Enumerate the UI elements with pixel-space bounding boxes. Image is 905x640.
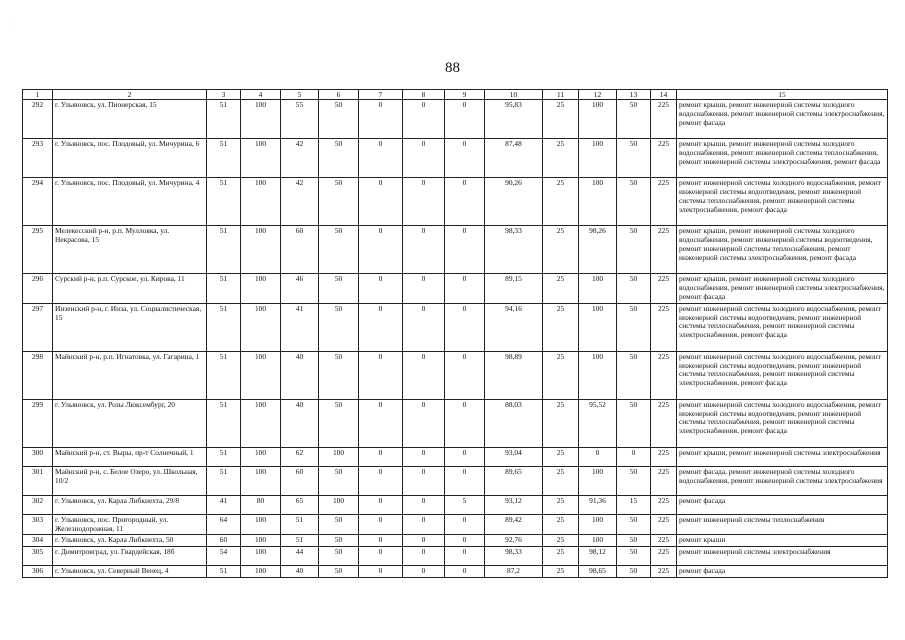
value-cell: 40 (281, 351, 319, 399)
value-cell: 0 (445, 274, 485, 304)
value-cell: 100 (241, 303, 281, 351)
value-cell: 25 (543, 547, 579, 566)
row-number-cell: 292 (23, 100, 53, 139)
value-cell: 0 (445, 466, 485, 495)
value-cell: 0 (445, 351, 485, 399)
value-cell: 0 (403, 495, 445, 514)
value-cell: 50 (617, 226, 651, 274)
value-cell: 64 (207, 514, 241, 535)
value-cell: 50 (617, 466, 651, 495)
value-cell: 0 (359, 514, 403, 535)
value-cell: 25 (543, 495, 579, 514)
row-number-cell: 297 (23, 303, 53, 351)
repair-works-cell: ремонт крыши, ремонт инженерной системы холодного водоснабжения, ремонт инженерной системы электроснабжения, ремонт фасада (677, 274, 888, 304)
value-cell: 0 (445, 303, 485, 351)
value-cell: 93,04 (485, 447, 543, 466)
value-cell: 51 (207, 303, 241, 351)
value-cell: 93,12 (485, 495, 543, 514)
repair-works-cell: ремонт фасада (677, 495, 888, 514)
table-row (23, 226, 888, 274)
value-cell: 62 (281, 447, 319, 466)
value-cell: 100 (579, 514, 617, 535)
value-cell: 51 (207, 226, 241, 274)
value-cell: 25 (543, 566, 579, 578)
value-cell: 0 (579, 447, 617, 466)
address-cell: г. Димитровград, ул. Гвардейская, 18б (53, 547, 207, 566)
value-cell: 0 (403, 351, 445, 399)
value-cell: 51 (281, 535, 319, 547)
repair-works-cell: ремонт инженерной системы холодного водоснабжения, ремонт инженерной системы водоотведения, ремонт инженерной системы теплоснабжения, ремонт инженерной системы электроснабжения, ремонт фасада (677, 303, 888, 351)
value-cell: 0 (359, 303, 403, 351)
value-cell: 100 (579, 351, 617, 399)
value-cell: 225 (651, 566, 677, 578)
value-cell: 0 (403, 303, 445, 351)
address-cell: Майнский р-н, р.п. Игнатовка, ул. Гагарина, 1 (53, 351, 207, 399)
value-cell: 51 (281, 514, 319, 535)
value-cell: 50 (617, 274, 651, 304)
value-cell: 95,83 (485, 100, 543, 139)
value-cell: 25 (543, 351, 579, 399)
value-cell: 50 (319, 351, 359, 399)
value-cell: 5 (445, 495, 485, 514)
value-cell: 50 (319, 399, 359, 447)
page-number: 88 (445, 60, 460, 76)
value-cell: 225 (651, 399, 677, 447)
table-row (23, 547, 888, 566)
value-cell: 40 (281, 399, 319, 447)
table-row (23, 447, 888, 466)
value-cell: 54 (207, 547, 241, 566)
address-cell: г. Ульяновск, пос. Пригородный, ул. Железнодорожная, 11 (53, 514, 207, 535)
value-cell: 50 (319, 274, 359, 304)
value-cell: 98,33 (485, 226, 543, 274)
value-cell: 89,42 (485, 514, 543, 535)
value-cell: 50 (319, 100, 359, 139)
value-cell: 100 (241, 139, 281, 178)
value-cell: 50 (617, 535, 651, 547)
scan-artifact: · (14, 22, 16, 28)
row-number-cell: 306 (23, 566, 53, 578)
table-row (23, 566, 888, 578)
value-cell: 50 (319, 547, 359, 566)
value-cell: 225 (651, 466, 677, 495)
table-row (23, 466, 888, 495)
column-number-cell: 7 (359, 90, 403, 100)
value-cell: 0 (403, 139, 445, 178)
value-cell: 51 (207, 466, 241, 495)
value-cell: 225 (651, 139, 677, 178)
value-cell: 100 (241, 447, 281, 466)
value-cell: 50 (617, 399, 651, 447)
repair-works-cell: ремонт фасада (677, 566, 888, 578)
value-cell: 0 (359, 535, 403, 547)
table-row (23, 514, 888, 535)
value-cell: 0 (445, 447, 485, 466)
row-number-cell: 299 (23, 399, 53, 447)
value-cell: 0 (359, 226, 403, 274)
value-cell: 25 (543, 178, 579, 226)
value-cell: 0 (359, 399, 403, 447)
address-cell: г. Ульяновск, пос. Плодовый, ул. Мичурина, 4 (53, 178, 207, 226)
row-number-cell: 295 (23, 226, 53, 274)
value-cell: 100 (241, 226, 281, 274)
value-cell: 225 (651, 495, 677, 514)
table-row (23, 351, 888, 399)
value-cell: 0 (359, 447, 403, 466)
column-number-cell: 2 (53, 90, 207, 100)
value-cell: 50 (319, 226, 359, 274)
value-cell: 0 (403, 514, 445, 535)
value-cell: 0 (445, 535, 485, 547)
value-cell: 25 (543, 466, 579, 495)
value-cell: 0 (445, 226, 485, 274)
value-cell: 50 (617, 178, 651, 226)
value-cell: 225 (651, 303, 677, 351)
value-cell: 0 (403, 447, 445, 466)
value-cell: 100 (579, 274, 617, 304)
repair-works-cell: ремонт инженерной системы теплоснабжения (677, 514, 888, 535)
value-cell: 50 (319, 303, 359, 351)
value-cell: 0 (359, 274, 403, 304)
value-cell: 225 (651, 535, 677, 547)
value-cell: 0 (359, 139, 403, 178)
table-row (23, 495, 888, 514)
repair-works-cell: ремонт крыши, ремонт инженерной системы электроснабжения (677, 447, 888, 466)
address-cell: Мелекесский р-н, р.п. Мулловка, ул. Некрасова, 15 (53, 226, 207, 274)
value-cell: 225 (651, 351, 677, 399)
column-number-cell: 10 (485, 90, 543, 100)
column-number-row (23, 90, 888, 100)
repair-register-table (22, 89, 888, 578)
value-cell: 98,26 (579, 226, 617, 274)
value-cell: 100 (241, 466, 281, 495)
value-cell: 0 (445, 139, 485, 178)
value-cell: 98,33 (485, 547, 543, 566)
value-cell: 100 (579, 303, 617, 351)
value-cell: 100 (241, 178, 281, 226)
row-number-cell: 294 (23, 178, 53, 226)
value-cell: 25 (543, 535, 579, 547)
value-cell: 42 (281, 178, 319, 226)
value-cell: 98,12 (579, 547, 617, 566)
value-cell: 0 (359, 466, 403, 495)
value-cell: 25 (543, 139, 579, 178)
value-cell: 0 (403, 100, 445, 139)
row-number-cell: 303 (23, 514, 53, 535)
value-cell: 100 (241, 274, 281, 304)
value-cell: 225 (651, 226, 677, 274)
value-cell: 51 (207, 100, 241, 139)
value-cell: 50 (617, 514, 651, 535)
value-cell: 51 (207, 351, 241, 399)
value-cell: 100 (579, 139, 617, 178)
value-cell: 50 (617, 351, 651, 399)
value-cell: 225 (651, 447, 677, 466)
value-cell: 95,52 (579, 399, 617, 447)
repair-works-cell: ремонт крыши, ремонт инженерной системы холодного водоснабжения, ремонт инженерной системы водоотведения, ремонт инженерной системы теплоснабжения, ремонт инженерной системы электроснабжения, ремонт фасада (677, 226, 888, 274)
column-number-cell: 6 (319, 90, 359, 100)
value-cell: 90,26 (485, 178, 543, 226)
value-cell: 0 (359, 100, 403, 139)
value-cell: 50 (617, 100, 651, 139)
value-cell: 25 (543, 100, 579, 139)
value-cell: 65 (281, 495, 319, 514)
value-cell: 100 (241, 100, 281, 139)
address-cell: Инзенский р-н, г. Инза, ул. Социалистическая, 15 (53, 303, 207, 351)
address-cell: г. Ульяновск, ул. Карла Либкнехта, 29/8 (53, 495, 207, 514)
value-cell: 25 (543, 447, 579, 466)
value-cell: 50 (319, 566, 359, 578)
value-cell: 50 (617, 139, 651, 178)
value-cell: 0 (445, 178, 485, 226)
value-cell: 100 (241, 566, 281, 578)
value-cell: 25 (543, 514, 579, 535)
value-cell: 98,65 (579, 566, 617, 578)
repair-works-cell: ремонт крыши, ремонт инженерной системы холодного водоснабжения, ремонт инженерной системы теплоснабжения, ремонт инженерной системы электроснабжения, ремонт фасада (677, 139, 888, 178)
value-cell: 51 (207, 566, 241, 578)
column-number-cell: 8 (403, 90, 445, 100)
value-cell: 0 (403, 547, 445, 566)
value-cell: 0 (359, 178, 403, 226)
address-cell: г. Ульяновск, ул. Розы Люксембург, 20 (53, 399, 207, 447)
value-cell: 0 (403, 535, 445, 547)
value-cell: 0 (445, 547, 485, 566)
value-cell: 0 (359, 566, 403, 578)
value-cell: 0 (617, 447, 651, 466)
value-cell: 0 (445, 566, 485, 578)
row-number-cell: 301 (23, 466, 53, 495)
value-cell: 87,2 (485, 566, 543, 578)
value-cell: 50 (319, 514, 359, 535)
value-cell: 225 (651, 100, 677, 139)
value-cell: 50 (319, 139, 359, 178)
repair-works-cell: ремонт инженерной системы холодного водоснабжения, ремонт инженерной системы водоотведения, ремонт инженерной системы теплоснабжения, ремонт инженерной системы электроснабжения, ремонт фасада (677, 351, 888, 399)
value-cell: 100 (319, 447, 359, 466)
column-number-cell: 11 (543, 90, 579, 100)
value-cell: 46 (281, 274, 319, 304)
column-number-cell: 1 (23, 90, 53, 100)
repair-works-cell: ремонт крыши, ремонт инженерной системы холодного водоснабжения, ремонт инженерной системы электроснабжения, ремонт фасада (677, 100, 888, 139)
value-cell: 100 (241, 351, 281, 399)
value-cell: 225 (651, 514, 677, 535)
value-cell: 0 (403, 566, 445, 578)
value-cell: 44 (281, 547, 319, 566)
column-number-cell: 13 (617, 90, 651, 100)
value-cell: 100 (579, 100, 617, 139)
table-row (23, 399, 888, 447)
value-cell: 94,16 (485, 303, 543, 351)
value-cell: 50 (319, 535, 359, 547)
value-cell: 100 (579, 466, 617, 495)
value-cell: 98,89 (485, 351, 543, 399)
column-number-cell: 9 (445, 90, 485, 100)
repair-works-cell: ремонт инженерной системы электроснабжения (677, 547, 888, 566)
value-cell: 51 (207, 447, 241, 466)
row-number-cell: 300 (23, 447, 53, 466)
repair-works-cell: ремонт фасада, ремонт инженерной системы холодного водоснабжения, ремонт инженерной системы электроснабжения (677, 466, 888, 495)
table-row (23, 139, 888, 178)
repair-works-cell: ремонт инженерной системы холодного водоснабжения, ремонт инженерной системы водоотведения, ремонт инженерной системы теплоснабжения, ремонт инженерной системы электроснабжения, ремонт фасада (677, 178, 888, 226)
value-cell: 225 (651, 274, 677, 304)
column-number-cell: 12 (579, 90, 617, 100)
table-row (23, 535, 888, 547)
address-cell: г. Ульяновск, ул. Карла Либкнехта, 50 (53, 535, 207, 547)
value-cell: 0 (445, 514, 485, 535)
value-cell: 0 (445, 399, 485, 447)
value-cell: 15 (617, 495, 651, 514)
value-cell: 25 (543, 303, 579, 351)
value-cell: 92,76 (485, 535, 543, 547)
value-cell: 0 (359, 495, 403, 514)
repair-works-cell: ремонт крыши (677, 535, 888, 547)
row-number-cell: 304 (23, 535, 53, 547)
address-cell: Сурский р-н, р.п. Сурское, ул. Кирова, 11 (53, 274, 207, 304)
column-number-cell: 15 (677, 90, 888, 100)
address-cell: г. Ульяновск, ул. Пионерская, 15 (53, 100, 207, 139)
table-row (23, 178, 888, 226)
value-cell: 60 (207, 535, 241, 547)
value-cell: 25 (543, 226, 579, 274)
value-cell: 0 (359, 351, 403, 399)
value-cell: 50 (319, 178, 359, 226)
value-cell: 100 (241, 514, 281, 535)
value-cell: 25 (543, 274, 579, 304)
value-cell: 89,15 (485, 274, 543, 304)
column-number-cell: 14 (651, 90, 677, 100)
column-number-cell: 3 (207, 90, 241, 100)
value-cell: 0 (403, 466, 445, 495)
column-number-cell: 4 (241, 90, 281, 100)
row-number-cell: 298 (23, 351, 53, 399)
value-cell: 55 (281, 100, 319, 139)
value-cell: 0 (403, 178, 445, 226)
value-cell: 50 (617, 303, 651, 351)
value-cell: 41 (281, 303, 319, 351)
value-cell: 41 (207, 495, 241, 514)
address-cell: г. Ульяновск, ул. Северный Венец, 4 (53, 566, 207, 578)
value-cell: 50 (617, 547, 651, 566)
table-row (23, 303, 888, 351)
value-cell: 0 (445, 100, 485, 139)
value-cell: 42 (281, 139, 319, 178)
row-number-cell: 305 (23, 547, 53, 566)
value-cell: 100 (579, 178, 617, 226)
value-cell: 51 (207, 274, 241, 304)
value-cell: 80 (241, 495, 281, 514)
value-cell: 50 (617, 566, 651, 578)
value-cell: 225 (651, 547, 677, 566)
address-cell: Майнский р-н, ст. Выры, пр-т Солнечный, 1 (53, 447, 207, 466)
address-cell: г. Ульяновск, пос. Плодовый, ул. Мичурина, 6 (53, 139, 207, 178)
value-cell: 0 (403, 274, 445, 304)
value-cell: 25 (543, 399, 579, 447)
value-cell: 40 (281, 566, 319, 578)
column-number-cell: 5 (281, 90, 319, 100)
value-cell: 88,03 (485, 399, 543, 447)
value-cell: 0 (403, 226, 445, 274)
value-cell: 100 (241, 535, 281, 547)
repair-works-cell: ремонт инженерной системы холодного водоснабжения, ремонт инженерной системы водоотведения, ремонт инженерной системы теплоснабжения, ремонт инженерной системы электроснабжения, ремонт фасада (677, 399, 888, 447)
value-cell: 100 (241, 399, 281, 447)
row-number-cell: 296 (23, 274, 53, 304)
value-cell: 51 (207, 399, 241, 447)
value-cell: 51 (207, 178, 241, 226)
table-row (23, 274, 888, 304)
value-cell: 60 (281, 466, 319, 495)
value-cell: 91,36 (579, 495, 617, 514)
row-number-cell: 293 (23, 139, 53, 178)
value-cell: 0 (359, 547, 403, 566)
value-cell: 100 (319, 495, 359, 514)
value-cell: 100 (241, 547, 281, 566)
value-cell: 87,48 (485, 139, 543, 178)
row-number-cell: 302 (23, 495, 53, 514)
address-cell: Майнский р-н, с. Белое Озеро, ул. Школьная, 10/2 (53, 466, 207, 495)
value-cell: 60 (281, 226, 319, 274)
value-cell: 89,65 (485, 466, 543, 495)
value-cell: 100 (579, 535, 617, 547)
value-cell: 50 (319, 466, 359, 495)
value-cell: 225 (651, 178, 677, 226)
value-cell: 0 (403, 399, 445, 447)
value-cell: 51 (207, 139, 241, 178)
table-row (23, 100, 888, 139)
